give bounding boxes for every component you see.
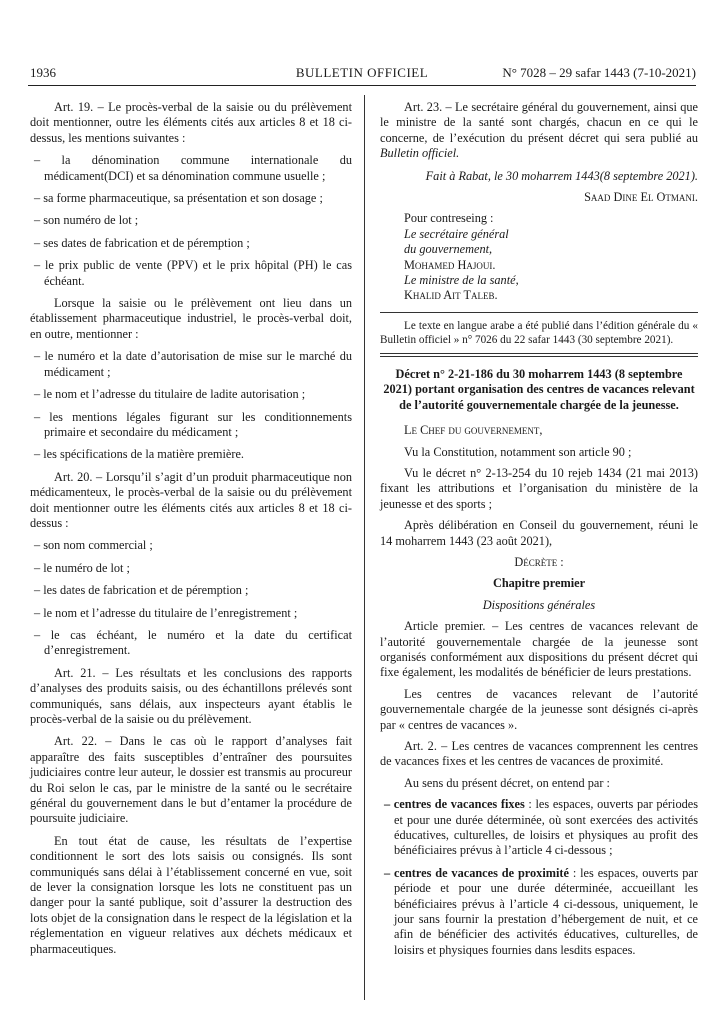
list-item: – le nom et l’adresse du titulaire de l’enregistrement ; bbox=[34, 605, 298, 620]
list-item: – les mentions légales figurant sur les conditionnements primaire et secondaire du médicament ; bbox=[34, 409, 352, 439]
list-item: – le numéro et la date d’autorisation de mise sur le marché du médicament ; bbox=[34, 349, 352, 379]
article-22: Art. 22. – Dans le cas où le rapport d’analyses fait apparaître des faits susceptibles d’entraîner des poursuites judiciaires contre leur auteur, le dossier est transmis au procureur du Roi selon le cas, par le ministre de la santé ou le secrétaire général du gouvernement dans le but d’entamer la procédure de poursuite judiciaire. bbox=[30, 734, 352, 826]
definition-fixed-centres bbox=[380, 797, 698, 859]
decree-title: Décret n° 2-21-186 du 30 moharrem 1443 (8 septembre 2021) portant organisation des centres de vacances relevant de l’autorité gouvernementale chargée de la jeunesse. bbox=[383, 366, 695, 412]
definitions-intro: Au sens du présent décret, on entend par : bbox=[404, 775, 610, 790]
page-number: 1936 bbox=[30, 65, 56, 80]
bulletin-officiel-ref: Bulletin officiel. bbox=[380, 146, 460, 161]
double-rule bbox=[380, 353, 698, 357]
chapter-heading: Chapitre premier bbox=[492, 576, 586, 591]
definition-text: : les espaces, ouverts par période et pour une durée déterminée, accueillant les bénéficiaires prévus à l’article 4 ci-dessous, uniquement, le jour sans fournir la prestation d’hébergement de nuit, et ce afin de bénéficier des activités éducatives, culturelles, de loisirs et physiques fournies dans lesdits espaces. bbox=[394, 865, 698, 957]
article-1-paragraph: Les centres de vacances relevant de l’autorité gouvernementale chargée de la jeunesse sont désignés ci-après par « centres de vacances ». bbox=[380, 686, 698, 732]
list-item: – les spécifications de la matière première. bbox=[34, 447, 244, 462]
list-item: – les dates de fabrication et de péremption ; bbox=[34, 583, 249, 598]
list-item: – le cas échéant, le numéro et la date du certificat d’enregistrement. bbox=[34, 627, 352, 658]
list-item: – ses dates de fabrication et de péremption ; bbox=[34, 235, 250, 250]
list-item: – sa forme pharmaceutique, sa présentation et son dosage ; bbox=[34, 191, 323, 206]
arabic-edition-note: Le texte en langue arabe a été publié dans l’édition générale du « Bulletin officiel » n° 7026 du 22 safar 1443 (30 septembre 2021). bbox=[380, 319, 698, 346]
list-item: – le numéro de lot ; bbox=[34, 560, 130, 575]
chapter-subheading: Dispositions générales bbox=[482, 597, 596, 612]
separator bbox=[380, 312, 698, 313]
chef-du-gouvernement: Le Chef du gouvernement, bbox=[404, 423, 543, 438]
right-column bbox=[380, 100, 698, 965]
list-item: – le nom et l’adresse du titulaire de ladite autorisation ; bbox=[34, 387, 306, 402]
list-item: – son numéro de lot ; bbox=[34, 213, 139, 228]
signatory-name: Saad Dine El Otmani. bbox=[584, 190, 698, 205]
article-2: Art. 2. – Les centres de vacances comprennent les centres de vacances fixes et les centres de vacances de proximité. bbox=[380, 739, 698, 769]
publication-title: BULLETIN OFFICIEL bbox=[295, 65, 429, 80]
header-rule bbox=[28, 85, 696, 86]
article-23 bbox=[380, 100, 698, 162]
sg-name: Mohamed Hajoui. bbox=[404, 257, 496, 272]
article-19: Art. 19. – Le procès-verbal de la saisie ou du prélèvement doit mentionner, outre les éléments cités aux articles 8 et 18 ci-dessus, les mentions suivantes : bbox=[30, 100, 352, 145]
vu-constitution: Vu la Constitution, notamment son article 90 ; bbox=[404, 444, 632, 459]
minister-title: Le ministre de la santé, bbox=[404, 273, 519, 288]
list-item: – le prix public de vente (PPV) et le prix hôpital (PH) le cas échéant. bbox=[34, 258, 352, 288]
article-21: Art. 21. – Les résultats et les conclusions des rapports d’analyses des produits saisis, ou des échantillons prélevés sont communiqués, sans délais, aux inspecteurs ayant établis le procès-verbal de la saisie ou du prélèvement. bbox=[30, 665, 352, 726]
issue-info: N° 7028 – 29 safar 1443 (7-10-2021) bbox=[502, 65, 696, 80]
decrete-label: Décrète : bbox=[514, 554, 564, 569]
definition-text: : les espaces, ouverts par périodes et pour une durée déterminée, où sont exercées des activités éducatives, culturelles, de loisirs et physiques au profit des bénéficiaires prévus à l’article 4 ci-dessous ; bbox=[394, 797, 698, 858]
minister-name: Khalid Ait Taleb. bbox=[404, 288, 498, 303]
countersignature-block bbox=[404, 211, 698, 303]
countersign-label: Pour contreseing : bbox=[404, 211, 494, 226]
signature-place-date: Fait à Rabat, le 30 moharrem 1443(8 septembre 2021). bbox=[425, 168, 698, 183]
definition-term: – centres de vacances de proximité bbox=[384, 865, 569, 880]
sg-title-line2: du gouvernement, bbox=[404, 242, 493, 257]
left-column bbox=[30, 100, 352, 964]
definition-term: – centres de vacances fixes bbox=[384, 797, 525, 812]
column-divider bbox=[364, 95, 365, 1000]
deliberation: Après délibération en Conseil du gouvernement, réuni le 14 moharrem 1443 (23 août 2021), bbox=[380, 518, 698, 548]
article-1: Article premier. – Les centres de vacances relevant de l’autorité gouvernementale chargée de la jeunesse sont organisés conformément aux dispositions du présent décret qui fixe également, les modalités de bénéficier de leurs prestations. bbox=[380, 619, 698, 680]
definition-proximity-centres bbox=[380, 866, 698, 958]
article-23-text: Art. 23. – Le secrétaire général du gouvernement, ainsi que le ministre de la santé sont chargés, chacun en ce qui le concerne, de l’exécution du présent décret qui sera publié au bbox=[380, 100, 698, 145]
vu-decret: Vu le décret n° 2-13-254 du 10 rejeb 1434 (21 mai 2013) fixant les attributions et l’organisation du ministère de la jeunesse et des sports ; bbox=[380, 465, 698, 511]
article-20: Art. 20. – Lorsqu’il s’agit d’un produit pharmaceutique non médicamenteux, le procès-verbal de la saisie ou du prélèvement doit mentionner outre les éléments cités aux articles 8 et 18 ci-dessus : bbox=[30, 469, 352, 530]
article-19-paragraph: Lorsque la saisie ou le prélèvement ont lieu dans un établissement pharmaceutique industriel, le procès-verbal doit, en outre, mentionner : bbox=[30, 296, 352, 341]
list-item: – la dénomination commune internationale du médicament(DCI) et sa dénomination commune usuelle ; bbox=[34, 153, 352, 183]
article-22-paragraph: En tout état de cause, les résultats de l’expertise conditionnent le sort des lots saisis ou consignés. Ils sont communiqués sans délai à l’établissement concerné en vue, soit de lever la consignation lorsque les lots ne constituent pas un danger pour la santé publique, soit d’assurer la destruction des lots objet de la consignation dans le respect de la législation et la réglementation en vigueur relatives aux déchets médicaux et pharmaceutiques. bbox=[30, 833, 352, 956]
list-item: – son nom commercial ; bbox=[34, 538, 153, 553]
sg-title-line1: Le secrétaire général bbox=[404, 226, 509, 241]
